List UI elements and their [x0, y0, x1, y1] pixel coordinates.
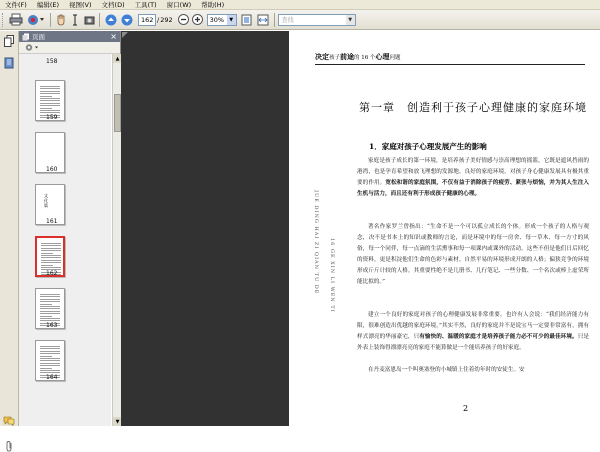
thumbnail-text-line [40, 358, 60, 359]
paragraph-text: 在丹麦富恩岛一个叫奥塞登的小城镇上住着幼年时的安徒生。安 [368, 367, 525, 373]
bookmark-icon [4, 57, 14, 69]
menu-file[interactable]: 文件(F) [5, 1, 27, 9]
thumbnail-text-line [40, 346, 60, 347]
pages-icon [22, 33, 30, 41]
thumbnail-text-line [40, 299, 60, 300]
paragraph-text: 只是外表上装饰得漂漂亮亮的家庭不能算做是一个能培养孩子的好家庭。 [357, 333, 589, 351]
pages-panel-title: 页面 [32, 33, 45, 41]
print-button[interactable] [8, 12, 24, 28]
collapse-triangle-icon[interactable] [122, 32, 128, 38]
thumbnail-text-line [40, 294, 60, 295]
thumbnail-text-line [40, 318, 60, 319]
zoom-in-button[interactable] [192, 12, 204, 28]
thumbnail-text-line [40, 304, 52, 305]
thumbnail-text-line [41, 267, 61, 268]
thumbnail-text-line [41, 250, 61, 251]
toolbar-grip[interactable] [2, 13, 5, 27]
thumbnail-text-line [40, 96, 52, 97]
thumbnail-text-line [40, 100, 60, 101]
thumbnail-text-line [41, 262, 61, 263]
zoom-level-value: 30% [209, 15, 225, 24]
thumbnail-text-line [40, 103, 60, 104]
thumbnail-text-line [40, 311, 60, 312]
toolbar-separator [50, 13, 51, 27]
printer-icon [9, 13, 23, 26]
paperclip-icon [4, 440, 14, 452]
body-paragraph [357, 365, 589, 377]
thumbnail-text-line [40, 368, 52, 369]
comment-icon [3, 416, 15, 426]
thumbnails-scrollbar[interactable] [112, 54, 121, 426]
thumbnail-text-line [41, 243, 61, 244]
paragraph-text: 家庭是孩子成长的第一环境，是培养孩子美好情感与崇高理想的摇篮，它既是遮风挡雨的港湾，也是孕育希望和放飞理想的发源地。良好的家庭环境，对孩子身心健康发展具有极其重要的作用。 [357, 158, 589, 186]
bookmarks-panel-button[interactable] [3, 57, 15, 69]
menu-edit[interactable]: 编辑(E) [36, 1, 59, 9]
side-vertical-text: 16 GE XIN LI WEN TI [329, 238, 335, 313]
text-cursor-icon [71, 14, 79, 26]
paragraph-text: 著名作家罗兰曾指出：“生命不是一个可以孤立成长的个体。形成一个孩子的人格与观念，决不是书本上的知识或教师的言论，而是环境中的每一房舍、每一草木、每一方寸的风俗，每一个同伴，每一点滴的生活熏事和每一项课内或课外的活动。这些不但是他们日后回忆的资料，更是积淀他们生命的色彩与素材。自然平易的环境形成开朗的人格；偏狭竞争的环境形成斤斤计较的人格。其重要性绝不是几册书、几行笔记、一些分数、一个名次或棒上虚荣所能比拟的。” [357, 224, 589, 285]
thumbnail-text-line [40, 110, 60, 111]
pages-panel [19, 31, 121, 426]
zoom-out-button[interactable] [178, 12, 190, 28]
page-thumbnail-label: 164 [46, 374, 58, 381]
page-thumbnail-label: 158 [46, 58, 58, 65]
page-number-input[interactable]: 162 [138, 14, 156, 26]
body-paragraph [357, 222, 589, 287]
menu-view[interactable]: 视图(V) [69, 1, 92, 9]
snapshot-tool-button[interactable] [83, 12, 95, 28]
search-placeholder: 查找 [281, 17, 294, 24]
fit-width-icon [257, 14, 269, 26]
page-thumbnail-label: 160 [46, 166, 58, 173]
zoom-in-icon [192, 14, 203, 25]
toolbar-separator [99, 13, 100, 27]
scroll-thumb[interactable] [114, 94, 121, 132]
menu-help[interactable]: 帮助(H) [201, 1, 225, 9]
total-pages: 292 [160, 15, 173, 24]
arrow-down-icon [121, 14, 133, 26]
pages-icon [4, 35, 14, 47]
scroll-up-arrow[interactable]: ▲ [113, 54, 122, 63]
page-thumbnail-label: 162 [46, 270, 58, 277]
select-tool-button[interactable] [69, 12, 81, 28]
thumbnail-text-line [40, 308, 60, 309]
body-paragraph [357, 156, 589, 200]
thumbnail-text-line [40, 105, 60, 106]
menu-tools[interactable]: 工具(T) [134, 1, 157, 9]
navigation-strip [0, 31, 19, 426]
thumbnail-text-line [41, 265, 53, 266]
thumbnail-text-line [40, 353, 60, 354]
thumbnail-text-line [40, 351, 60, 352]
zoom-out-icon [178, 14, 189, 25]
thumbnail-text-line [40, 306, 60, 307]
paragraph-bold-text: 宽松和谐的家庭氛围，不仅有益于消除孩子的疲劳、紧张与烦恼，并为其人生注入生机与活力，而且还有利于形成孩子健康的心理。 [357, 179, 589, 197]
page-thumbnail-label: 163 [46, 322, 58, 329]
hand-tool-button[interactable] [55, 12, 67, 28]
scroll-down-arrow[interactable]: ▼ [113, 417, 122, 426]
pages-panel-header [19, 31, 120, 42]
options-icon[interactable] [25, 43, 39, 52]
running-head-part: 的 16 个 [354, 55, 376, 61]
next-page-button[interactable] [120, 12, 134, 28]
fit-page-icon [241, 14, 252, 26]
running-head [315, 52, 401, 62]
thumbnail-text-line [40, 365, 60, 366]
thumbnail-text-line [41, 257, 61, 258]
thumbnail-text-line [41, 255, 61, 256]
thumbnail-text-line [40, 360, 60, 361]
thumbnail-title-text: 文 化 篇 [44, 193, 48, 208]
close-icon[interactable]: × [110, 32, 117, 41]
thumbnail-text-line [41, 260, 61, 261]
pages-panel-button[interactable] [3, 35, 15, 47]
header-rule [315, 64, 585, 65]
body-paragraph [357, 310, 589, 354]
running-head-part: 问题 [389, 55, 401, 61]
document-background [121, 31, 289, 426]
chevron-down-icon[interactable]: ▼ [346, 15, 355, 25]
thumbnail-text-line [41, 245, 61, 246]
arrow-up-icon [105, 14, 117, 26]
page-number: 2 [463, 404, 469, 413]
page-separator: / [157, 15, 160, 24]
thumbnail-text-line [40, 301, 60, 302]
thumbnail-text-line [41, 253, 53, 254]
thumbnail-text-line [40, 316, 52, 317]
page-thumbnail-label: 159 [46, 114, 58, 121]
thumbnail-text-line [40, 370, 60, 371]
attach-icon [27, 13, 45, 26]
thumbnail-text-line [40, 108, 52, 109]
menu-window[interactable]: 窗口(W) [166, 1, 192, 9]
running-head-part: 前途 [340, 52, 355, 61]
zoom-level-select[interactable] [207, 14, 237, 26]
thumbnail-text-line [40, 86, 60, 87]
thumbnail-text-line [40, 356, 52, 357]
section-title: 1．家庭对孩子心理发展产生的影响 [369, 142, 487, 151]
thumbnail-text-line [40, 348, 60, 349]
thumbnail-text-line [40, 91, 60, 92]
menu-bar [0, 0, 600, 10]
attach-button[interactable] [26, 12, 46, 28]
toolbar-separator [274, 13, 275, 27]
chapter-title: 第一章 创造利于孩子心理健康的家庭环境 [359, 101, 587, 114]
pages-panel-options [19, 42, 120, 54]
paragraph-text: 建立一个良好的家庭对孩子的心理健康发展非常重要。也许有人会说：“我们经济能力有限，很难创造出优越的家庭环境。”其实不然，良好的家庭并不是说宝马一定要非常富有，拥有样式漂亮的华丽豪宅，只 [357, 312, 589, 340]
chevron-down-icon: ▼ [227, 15, 236, 25]
fit-page-button[interactable] [240, 12, 254, 28]
attachments-panel-button[interactable] [3, 440, 15, 452]
toolbar [0, 10, 600, 30]
comments-panel-button[interactable] [3, 415, 15, 427]
thumbnail-text-line [40, 363, 60, 364]
thumbnail-text-line [41, 248, 61, 249]
thumbnail-text-line [40, 98, 60, 99]
running-head-part: 心理 [375, 52, 390, 61]
paragraph-bold-text: 有愉快的、温暖的家庭才是培养孩子能力必不可少的最佳环境。 [419, 333, 578, 340]
side-vertical-text: JUE DING HAI ZI QIAN TU DE [313, 190, 319, 295]
panel-title-wrap [22, 32, 45, 41]
thumbnail-text-line [40, 88, 60, 89]
thumbnail-text-line [40, 93, 60, 94]
page-thumbnail-label: 161 [46, 218, 58, 225]
thumbnail-text-line [40, 313, 60, 314]
search-input[interactable] [278, 14, 356, 26]
hand-icon [56, 14, 66, 26]
fit-width-button[interactable] [256, 12, 270, 28]
previous-page-button[interactable] [104, 12, 118, 28]
thumbnail-text-line [40, 296, 60, 297]
page-thumbnails [19, 54, 111, 426]
running-head-part: 决定 [315, 52, 329, 61]
menu-document[interactable]: 文档(D) [101, 1, 125, 9]
running-head-part: 孩子 [329, 55, 341, 61]
camera-icon [84, 14, 95, 25]
